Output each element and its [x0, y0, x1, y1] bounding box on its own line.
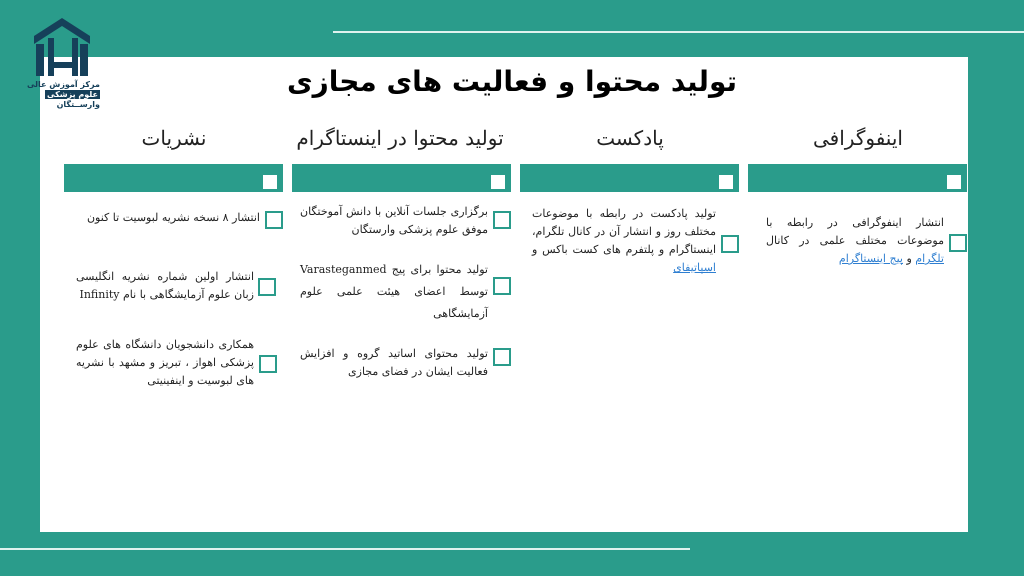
column-bar-podcast [520, 164, 739, 192]
checkbox-icon[interactable] [259, 355, 277, 373]
bottom-decor-line [0, 548, 690, 550]
item-text: انتشار ۸ نسخه نشریه لبوسیت تا کنون [86, 211, 260, 224]
checkbox-icon[interactable] [493, 211, 511, 229]
item-text: تولید محتوا برای پیج Varasteganmed توسط اعضای هیئت علمی علوم آزمایشگاهی [300, 263, 488, 320]
checkbox-icon[interactable] [949, 234, 967, 252]
column-bar-instagram [292, 164, 511, 192]
logo-line-1: مرکز آموزش عالی [26, 80, 100, 89]
checkbox-icon[interactable] [493, 348, 511, 366]
item-text: انتشار اینفوگرافی در رابطه با موضوعات مختلف علمی در کانال تلگرام و پیج اینستاگرام [766, 216, 944, 265]
column-heading-publications: نشریات [141, 126, 207, 150]
checkbox-icon[interactable] [258, 278, 276, 296]
header-checkbox-icon[interactable] [947, 175, 961, 189]
logo-line-3: وارســتگان [56, 100, 100, 109]
item-text: تولید پادکست در رابطه با موضوعات مختلف روز و انتشار آن در کانال تلگرام، اینستاگرام و پلتفرم های کست باکس و اسپاتیفای [532, 207, 716, 274]
logo-line-2: علوم پزشکی [47, 90, 98, 99]
column-heading-instagram: تولید محتوا در اینستاگرام [296, 126, 504, 150]
item-text: تولید محتوای اساتید گروه و افزایش فعالیت ایشان در فضای مجازی [300, 347, 488, 378]
checkbox-icon[interactable] [493, 277, 511, 295]
logo-emblem-icon [30, 14, 94, 80]
instagram-page-link[interactable]: پیج اینستاگرام [838, 252, 903, 265]
item-text: همکاری دانشجویان دانشگاه های علوم پزشکی اهواز ، تبریز و مشهد با نشریه های لبوسیت و اینفینیتی [76, 338, 254, 387]
column-heading-infographic: اینفوگرافی [813, 126, 903, 150]
spotify-link[interactable]: اسپاتیفای [673, 261, 716, 274]
item-text: برگزاری جلسات آنلاین با دانش آموختگان موفق علوم پزشکی وارستگان [300, 205, 488, 236]
header-checkbox-icon[interactable] [719, 175, 733, 189]
item-text: انتشار اولین شماره نشریه انگلیسی زبان علوم آزمایشگاهی با نام Infinity [76, 270, 254, 301]
column-heading-podcast: پادکست [596, 126, 664, 150]
column-bar-infographic [748, 164, 967, 192]
institution-logo [24, 14, 100, 112]
header-checkbox-icon[interactable] [263, 175, 277, 189]
column-bar-publications [64, 164, 283, 192]
checkbox-icon[interactable] [721, 235, 739, 253]
header-checkbox-icon[interactable] [491, 175, 505, 189]
top-decor-line [333, 31, 1024, 33]
page-title: تولید محتوا و فعالیت های مجازی [286, 65, 738, 98]
telegram-link[interactable]: تلگرام [915, 252, 944, 265]
logo-caption [24, 80, 100, 110]
checkbox-icon[interactable] [265, 211, 283, 229]
